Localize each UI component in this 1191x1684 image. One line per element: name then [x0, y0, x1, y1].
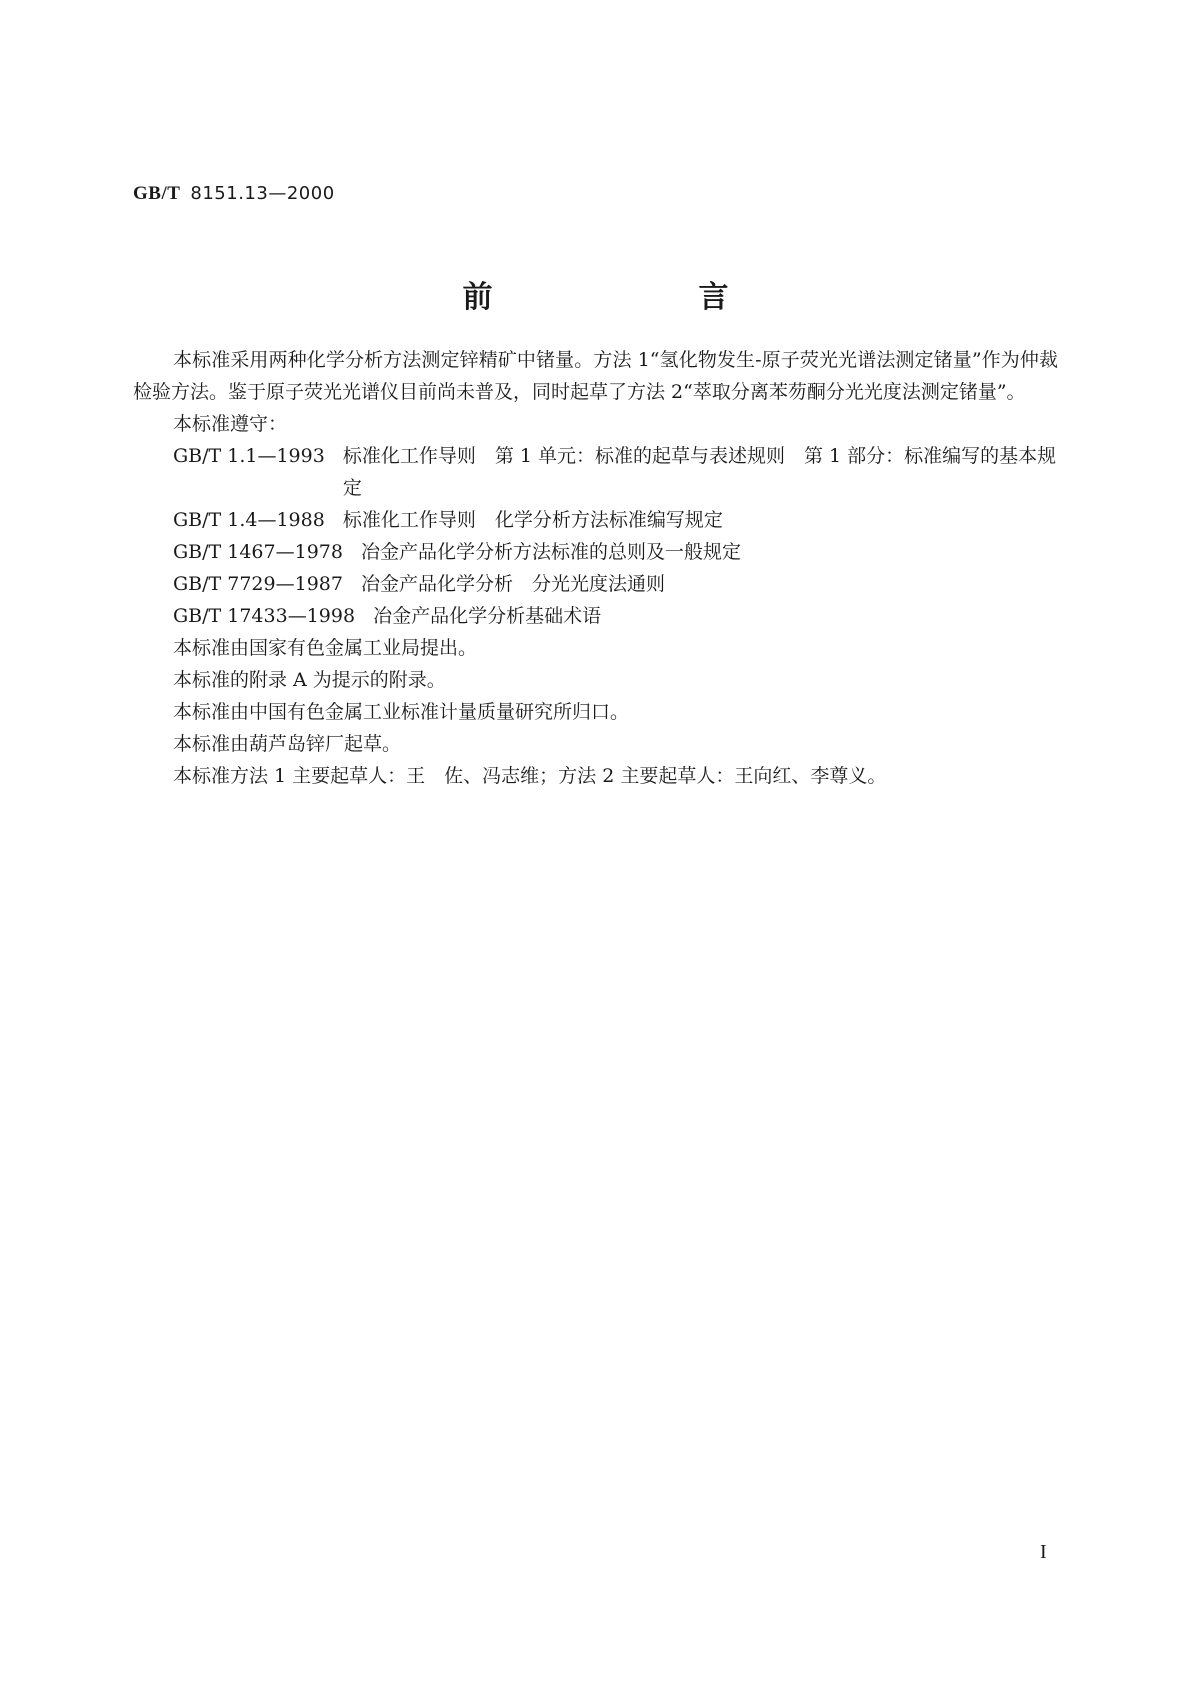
page-number: I — [1040, 1541, 1047, 1563]
reference-title: 冶金产品化学分析方法标准的总则及一般规定 — [360, 541, 741, 563]
statement-proposer: 本标准由国家有色金属工业局提出。 — [173, 637, 478, 659]
reference-code: GB/T 17433—1998 — [173, 605, 356, 627]
statement-drafters: 本标准方法 1 主要起草人：王 佐、冯志维；方法 2 主要起草人：王向红、李尊义。 — [173, 765, 887, 787]
reference-title: 标准化工作导则 化学分析方法标准编写规定 — [342, 509, 723, 531]
reference-item — [133, 504, 1058, 536]
compliance-intro: 本标准遵守： — [173, 413, 288, 435]
reference-item — [133, 536, 1058, 568]
reference-item — [133, 568, 1058, 600]
intro-paragraph: 本标准采用两种化学分析方法测定锌精矿中锗量。方法 1“氢化物发生-原子荧光光谱法测定锗量”作为仲裁检验方法。鉴于原子荧光光谱仪目前尚未普及，同时起草了方法 2“萃取分离苯芴酮分光光度法测定锗量”。 — [133, 349, 1058, 403]
reference-code: GB/T 1.1—1993 — [173, 445, 325, 467]
reference-title: 标准化工作导则 第 1 单元：标准的起草与表述规则 第 1 部分：标准编写的基本规定 — [342, 445, 1057, 499]
standard-prefix: GB/T — [133, 183, 181, 204]
statement-appendix: 本标准的附录 A 为提示的附录。 — [173, 669, 446, 691]
reference-item — [133, 600, 1058, 632]
reference-code: GB/T 1.4—1988 — [173, 509, 325, 531]
statement-administrator: 本标准由中国有色金属工业标准计量质量研究所归口。 — [173, 701, 630, 723]
reference-code: GB/T 7729—1987 — [173, 573, 343, 595]
page-title: 前 言 — [462, 280, 817, 315]
statement-drafting-unit: 本标准由葫芦岛锌厂起草。 — [173, 733, 402, 755]
reference-title: 冶金产品化学分析 分光光度法通则 — [360, 573, 665, 595]
standard-number: 8151.13—2000 — [190, 183, 335, 204]
reference-item — [133, 440, 1058, 504]
reference-title: 冶金产品化学分析基础术语 — [373, 605, 602, 627]
standard-header — [133, 183, 335, 205]
reference-code: GB/T 1467—1978 — [173, 541, 343, 563]
foreword-body — [133, 344, 1058, 792]
